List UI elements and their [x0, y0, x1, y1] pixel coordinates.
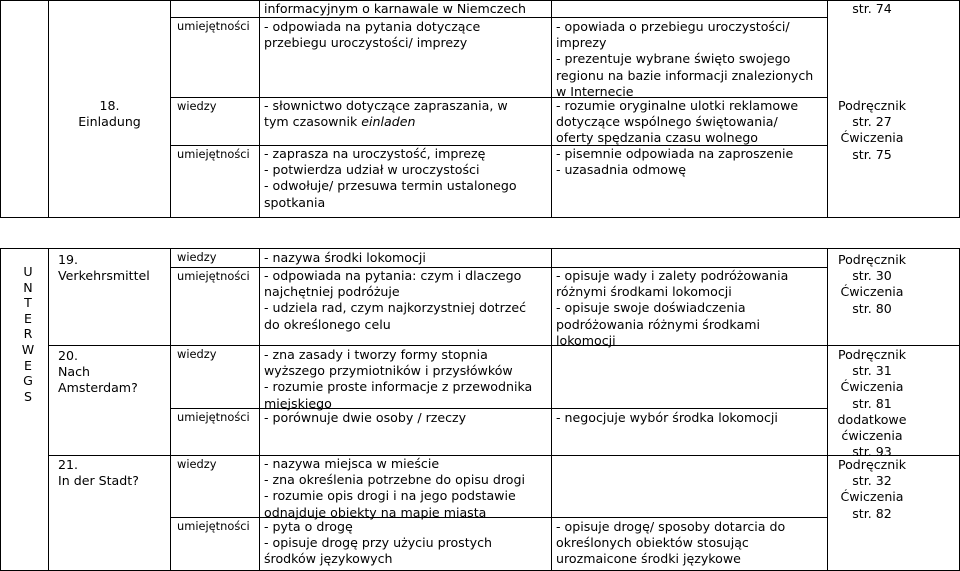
category-knowledge: wiedzy [177, 347, 217, 361]
unit-title: Einladung [78, 114, 141, 130]
category-skills: umiejętności [177, 410, 250, 424]
unit-number: 19. [58, 252, 79, 267]
unit-title: Nach [58, 364, 91, 380]
references: Podręcznik str. 32 Ćwiczenia str. 82 [837, 457, 907, 521]
unit-number: 18. [99, 98, 120, 113]
unit-18-cell [49, 98, 170, 130]
knowledge-extended: - rozumie oryginalne ulotki reklamowe dotyczące wspólnego świętowania/ oferty spędzania czasu wolnego [556, 98, 799, 146]
skills-extended: - negocjuje wybór środka lokomocji [556, 410, 778, 425]
skills-extended: - pisemnie odpowiada na zaproszenie - uzasadnia odmowę [556, 146, 794, 178]
references: Podręcznik str. 31 Ćwiczenia str. 81 dodatkowe ćwiczenia str. 93 [837, 347, 907, 460]
skills-basic: - porównuje dwie osoby / rzeczy [264, 410, 467, 425]
category-knowledge: wiedzy [177, 250, 217, 264]
knowledge-basic: - słownictwo dotyczące zapraszania, w tym czasownik einladen [264, 98, 508, 130]
skills-basic: - pyta o drogę - opisuje drogę przy użyciu prostych środków językowych [264, 519, 493, 567]
unit-20-cell [58, 348, 138, 397]
unit-19-cell [58, 252, 150, 284]
references: Podręcznik str. 27 Ćwiczenia str. 75 [837, 98, 907, 162]
references: str. 74 [852, 1, 892, 16]
category-skills: umiejętności [177, 519, 250, 533]
unit-title: In der Stadt? [58, 473, 139, 489]
category-skills: umiejętności [177, 147, 250, 161]
skills-extended: - opowiada o przebiegu uroczystości/ imprezy - prezentuje wybrane święto swojego regionu na bazie informacji znalezionych w Internecie [556, 19, 814, 99]
keyword: einladen [361, 114, 416, 130]
unit-21-cell [58, 457, 139, 489]
knowledge-basic: - nazywa środki lokomocji [264, 250, 426, 265]
vertical-section-label: U N T E R W E G S [21, 264, 35, 404]
category-knowledge: wiedzy [177, 457, 217, 471]
knowledge-basic: - zna zasady i tworzy formy stopnia wyższego przymiotników i przysłówków - rozumie proste informacje z przewodnika miejskiego [264, 347, 533, 411]
category-skills: umiejętności [177, 19, 250, 33]
unit-title: Verkehrsmittel [58, 268, 150, 284]
unit-number: 21. [58, 457, 79, 472]
unit-title: Amsterdam? [58, 380, 138, 396]
skills-basic: - zaprasza na uroczystość, imprezę - potwierdza udział w uroczystości - odwołuje/ przesuwa termin ustalonego spotkania [264, 146, 517, 210]
skills-extended: - opisuje drogę/ sposoby dotarcia do określonych obiektów stosując urozmaicone środki językowe [556, 519, 786, 567]
category-knowledge: wiedzy [177, 99, 217, 113]
unit-number: 20. [58, 348, 79, 363]
references: Podręcznik str. 30 Ćwiczenia str. 80 [837, 252, 907, 316]
skills-extended: - opisuje wady i zalety podróżowania różnymi środkami lokomocji - opisuje swoje doświadczenia podróżowania różnymi środkami lokomocji [556, 268, 789, 348]
skills-basic: - odpowiada na pytania: czym i dlaczego najchętniej podróżuje - udziela rad, czym najkorzystniej dotrzeć do określonego celu [264, 268, 527, 332]
continued-text: informacyjnym o karnawale w Niemczech [264, 1, 526, 16]
skills-basic: - odpowiada na pytania dotyczące przebiegu uroczystości/ imprezy [264, 19, 481, 51]
category-skills: umiejętności [177, 269, 250, 283]
knowledge-basic: - nazywa miejsca w mieście - zna określenia potrzebne do opisu drogi - rozumie opis drogi i na jego podstawie odnajduje obiekty na mapie miasta [264, 456, 525, 520]
